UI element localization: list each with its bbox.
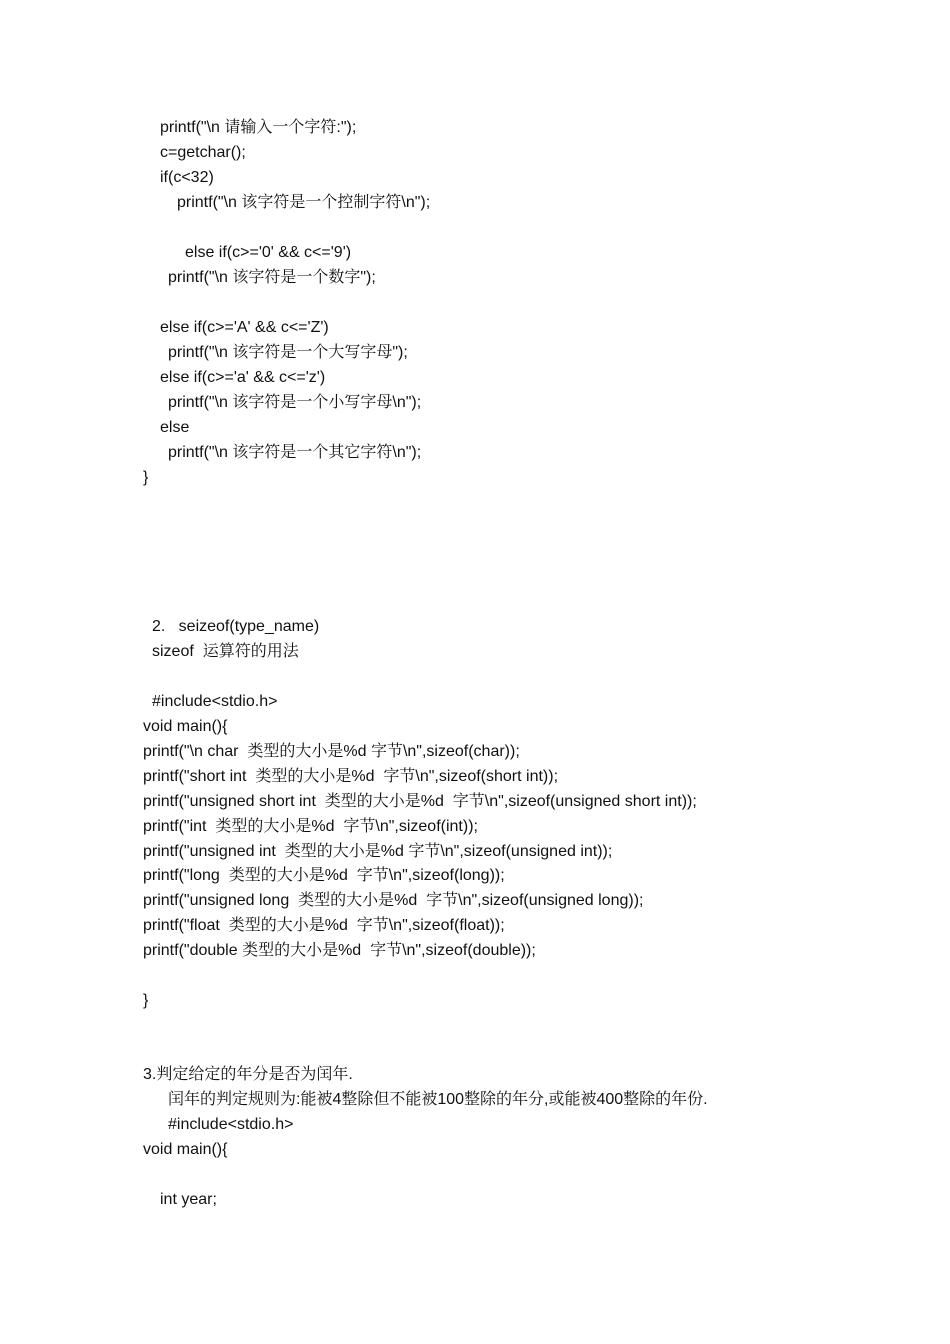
code-line: printf("double 类型的大小是%d 字节\n",sizeof(double));: [143, 942, 536, 959]
code-line: printf("unsigned short int 类型的大小是%d 字节\n",sizeof(unsigned short int));: [143, 793, 697, 810]
code-line: else if(c>='a' && c<='z'): [160, 369, 326, 386]
paragraph: 闰年的判定规则为:能被4整除但不能被100整除的年分,或能被400整除的年份.: [168, 1091, 708, 1108]
code-line: printf("short int 类型的大小是%d 字节\n",sizeof(short int));: [143, 768, 559, 785]
code-line: printf("int 类型的大小是%d 字节\n",sizeof(int));: [143, 818, 478, 835]
code-line: printf("unsigned int 类型的大小是%d 字节\n",sizeof(unsigned int));: [143, 843, 613, 860]
code-line: int year;: [160, 1191, 217, 1208]
code-line: void main(){: [143, 1141, 228, 1158]
code-line: printf("\n 该字符是一个控制字符\n");: [177, 194, 431, 211]
code-line: printf("\n 该字符是一个数字");: [168, 269, 376, 286]
code-line: printf("\n char 类型的大小是%d 字节\n",sizeof(char));: [143, 743, 520, 760]
code-line: printf("unsigned long 类型的大小是%d 字节\n",sizeof(unsigned long));: [143, 892, 644, 909]
section-heading: 3.判定给定的年分是否为闰年.: [143, 1066, 353, 1083]
section-heading: 2. seizeof(type_name): [152, 618, 320, 635]
code-line: printf("\n 该字符是一个其它字符\n");: [168, 444, 422, 461]
code-line: if(c<32): [160, 169, 214, 186]
code-line: #include<stdio.h>: [168, 1116, 294, 1133]
code-line: printf("\n 请输入一个字符:");: [160, 119, 357, 136]
code-line: printf("\n 该字符是一个小写字母\n");: [168, 394, 422, 411]
code-line: void main(){: [143, 718, 228, 735]
code-line: else: [160, 419, 190, 436]
code-line: }: [143, 469, 149, 486]
code-line: }: [143, 992, 149, 1009]
code-line: printf("long 类型的大小是%d 字节\n",sizeof(long));: [143, 867, 505, 884]
code-line: #include<stdio.h>: [152, 693, 278, 710]
section-subheading: sizeof 运算符的用法: [152, 643, 299, 660]
code-line: c=getchar();: [160, 144, 246, 161]
code-line: else if(c>='A' && c<='Z'): [160, 319, 329, 336]
code-line: printf("float 类型的大小是%d 字节\n",sizeof(float));: [143, 917, 505, 934]
code-line: else if(c>='0' && c<='9'): [185, 244, 352, 261]
code-line: printf("\n 该字符是一个大写字母");: [168, 344, 408, 361]
